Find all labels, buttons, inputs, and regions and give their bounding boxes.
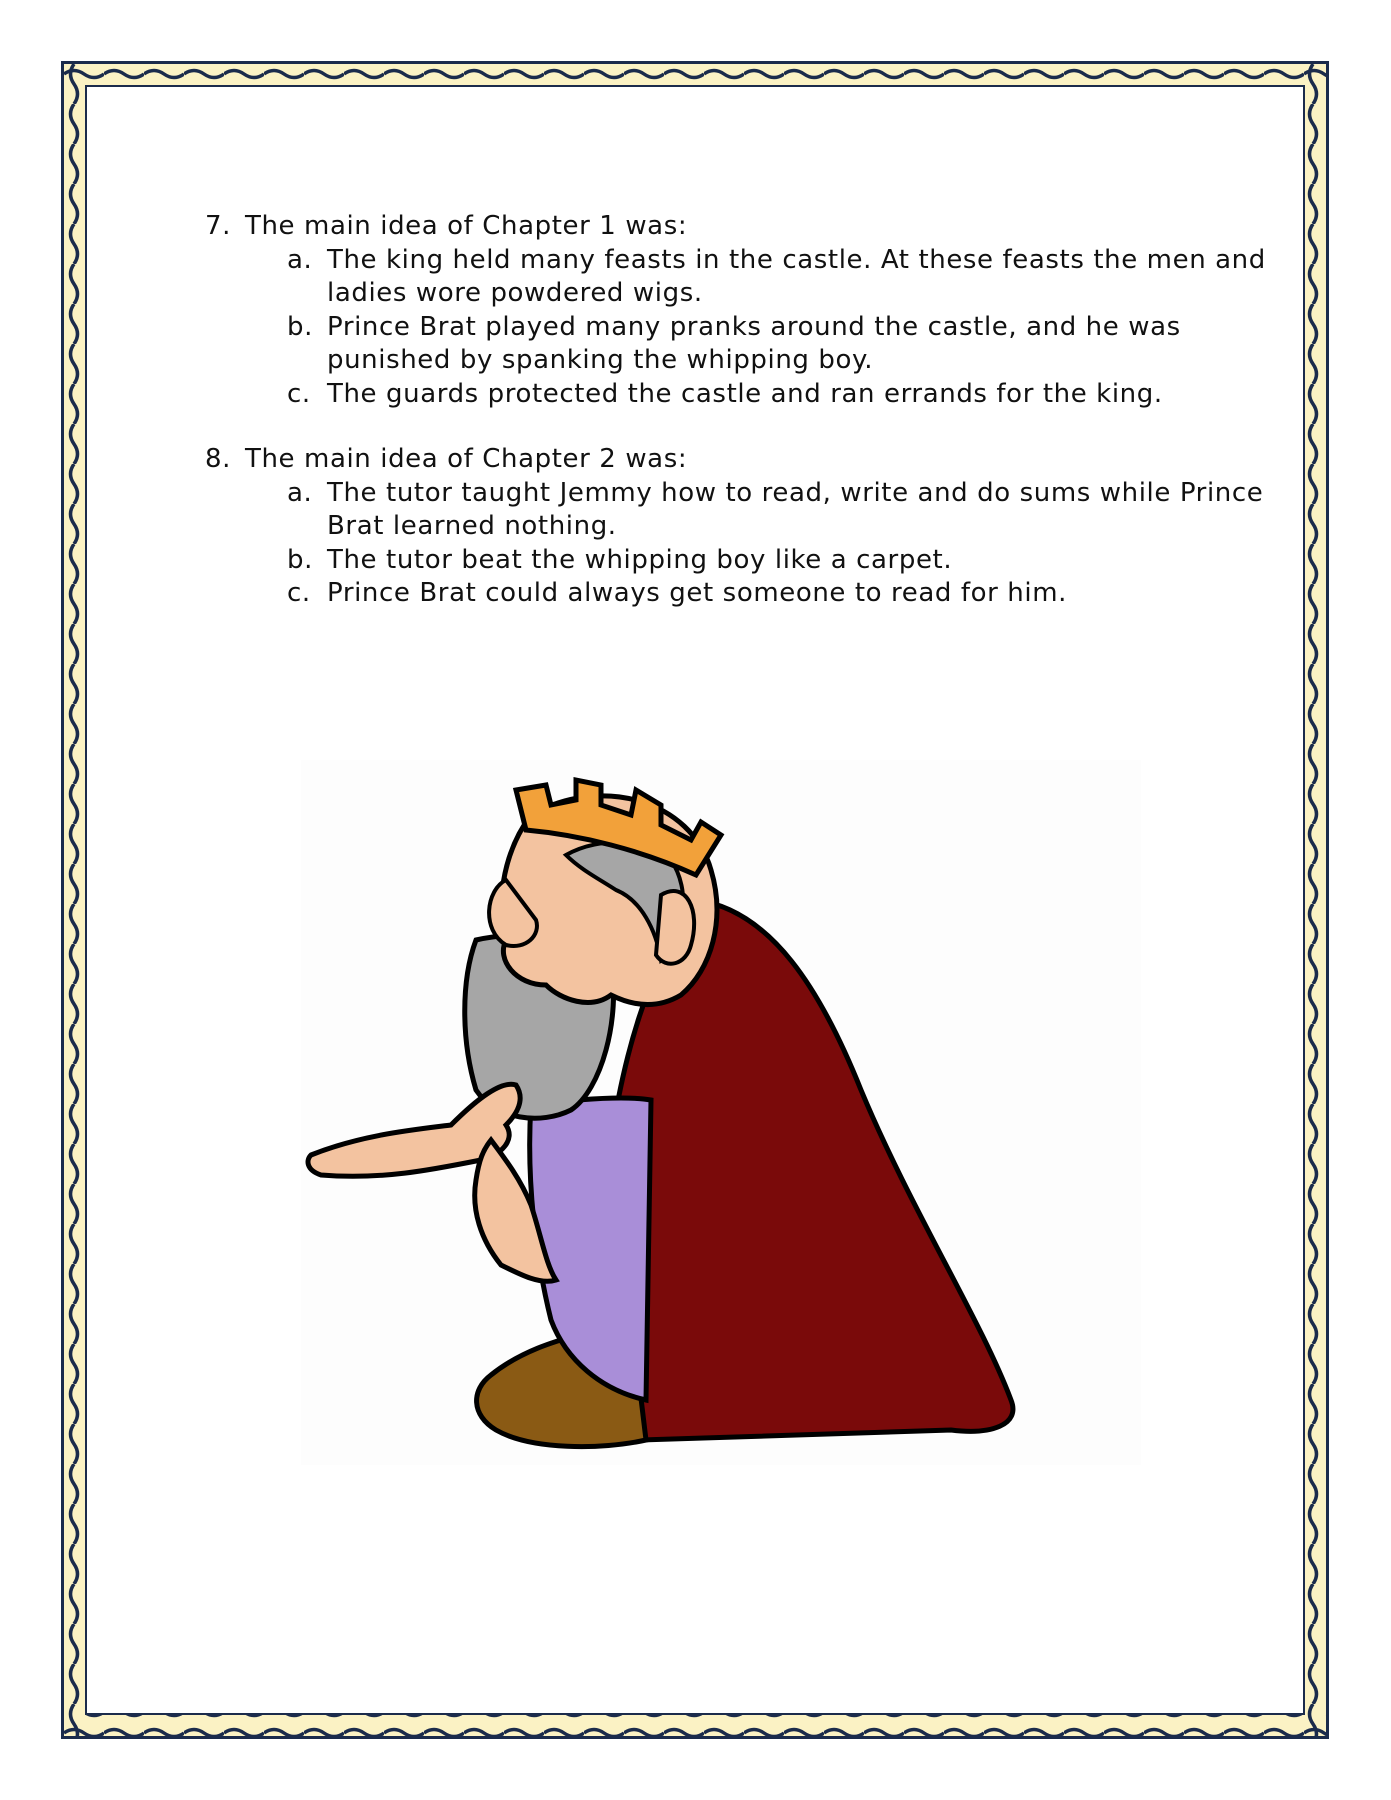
option-text: Prince Brat played many pranks around the castle, and he was punished by spanking the whipping boy. bbox=[327, 311, 1181, 375]
ear bbox=[656, 891, 694, 964]
question-prompt: The main idea of Chapter 2 was: bbox=[245, 444, 688, 474]
option-letter: b. bbox=[287, 544, 313, 575]
option-text: The tutor taught Jemmy how to read, write and do sums while Prince Brat learned nothing. bbox=[327, 477, 1264, 541]
option-letter: c. bbox=[287, 378, 311, 409]
answer-option bbox=[287, 544, 1285, 578]
option-text: The king held many feasts in the castle. At these feasts the men and ladies wore powdered wigs. bbox=[327, 244, 1266, 308]
question-8 bbox=[205, 443, 1285, 611]
option-text: Prince Brat could always get someone to read for him. bbox=[327, 578, 1067, 608]
answer-option bbox=[287, 244, 1285, 311]
question-number: 7. bbox=[205, 211, 232, 241]
king-cartoon-icon bbox=[301, 760, 1141, 1465]
question-prompt: The main idea of Chapter 1 was: bbox=[245, 211, 688, 241]
king-illustration bbox=[301, 760, 1141, 1465]
question-number: 8. bbox=[205, 444, 232, 474]
option-letter: b. bbox=[287, 311, 313, 342]
answer-option bbox=[287, 378, 1285, 412]
option-letter: a. bbox=[287, 244, 313, 275]
questions-list bbox=[205, 210, 1285, 643]
answer-option bbox=[287, 477, 1285, 544]
answer-options bbox=[205, 477, 1285, 611]
answer-option bbox=[287, 577, 1285, 611]
answer-options bbox=[205, 244, 1285, 412]
option-letter: a. bbox=[287, 477, 313, 508]
question-7 bbox=[205, 210, 1285, 411]
option-text: The guards protected the castle and ran errands for the king. bbox=[327, 378, 1163, 409]
option-text: The tutor beat the whipping boy like a carpet. bbox=[327, 544, 953, 575]
answer-option bbox=[287, 311, 1285, 378]
option-letter: c. bbox=[287, 578, 311, 608]
